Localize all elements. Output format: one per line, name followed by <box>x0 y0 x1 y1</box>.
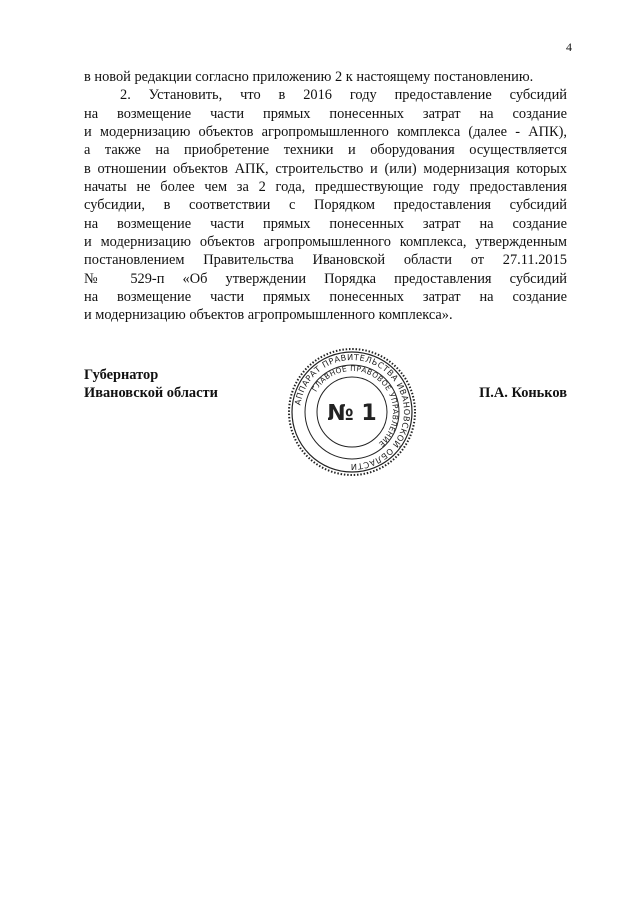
body-text <box>84 68 567 325</box>
text-line: субсидии, в соответствии с Порядком предоставления субсидий <box>84 197 567 214</box>
page-number: 4 <box>566 40 572 54</box>
text-line: а также на приобретение техники и оборудования осуществляется <box>84 142 567 159</box>
text-line: 2. Установить, что в 2016 году предоставление субсидий <box>120 87 567 104</box>
text-line: и модернизацию объектов агропромышленного комплекса». <box>84 307 453 324</box>
text-line: постановлением Правительства Ивановской области от 27.11.2015 <box>84 252 567 269</box>
text-line: в отношении объектов АПК, строительство и (или) модернизация которых <box>84 160 567 177</box>
text-line: и модернизацию объектов агропромышленного комплекса (далее - АПК), <box>84 124 567 141</box>
text-line: на возмещение части прямых понесенных затрат на создание <box>84 215 567 232</box>
seal-number: № 1 <box>327 401 377 426</box>
signatory-name: П.А. Коньков <box>479 385 567 401</box>
position-line-2: Ивановской области <box>84 385 218 402</box>
text-line: в новой редакции согласно приложению 2 к настоящему постановлению. <box>84 69 534 85</box>
text-line: на возмещение части прямых понесенных затрат на создание <box>84 289 567 306</box>
text-line: начаты не более чем за 2 года, предшествующие году предоставления <box>84 179 567 196</box>
official-seal-stamp <box>286 346 418 478</box>
text-line: на возмещение части прямых понесенных затрат на создание <box>84 105 567 122</box>
text-line: № 529-п «Об утверждении Порядка предоставления субсидий <box>84 270 567 287</box>
text-line: и модернизацию объектов агропромышленного комплекса, утвержденным <box>84 234 567 251</box>
seal-outer-text: АППАРАТ ПРАВИТЕЛЬСТВА ИВАНОВСКОЙ ОБЛАСТИ <box>292 351 413 473</box>
signatory-position <box>84 366 218 403</box>
position-line-1: Губернатор <box>84 367 159 383</box>
seal-inner-text: ГЛАВНОЕ ПРАВОВОЕ УПРАВЛЕНИЕ <box>310 363 401 449</box>
